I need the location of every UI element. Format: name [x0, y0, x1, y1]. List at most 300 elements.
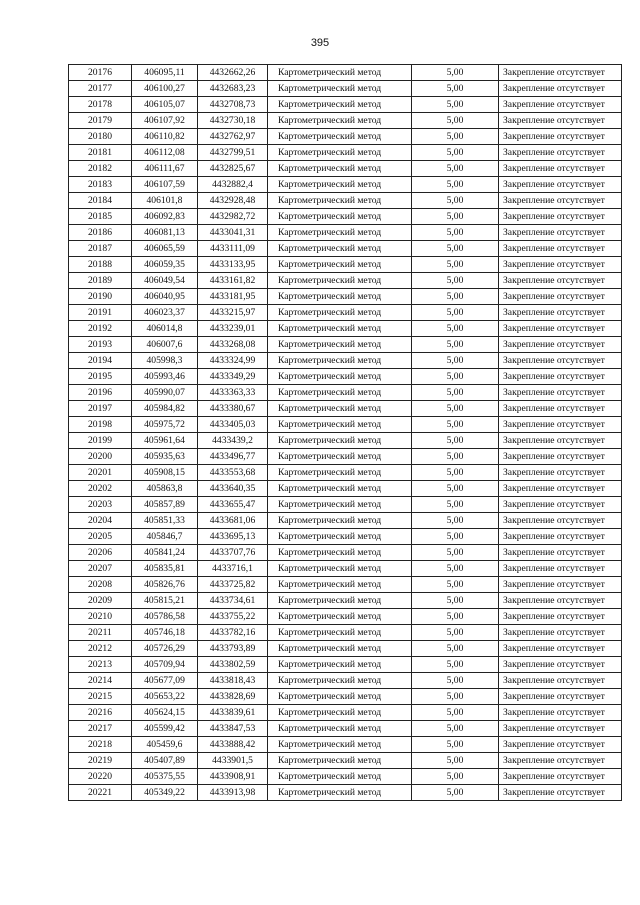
y-coordinate-cell: 4433734,61	[198, 593, 268, 609]
y-coordinate-cell: 4433755,22	[198, 609, 268, 625]
table-row	[69, 593, 622, 609]
table-row	[69, 209, 622, 225]
table-row	[69, 513, 622, 529]
y-coordinate-cell: 4433239,01	[198, 321, 268, 337]
y-coordinate-cell: 4433363,33	[198, 385, 268, 401]
fixation-cell: Закрепление отсутствует	[499, 545, 622, 561]
table-row	[69, 449, 622, 465]
x-coordinate-cell: 405653,22	[132, 689, 198, 705]
accuracy-cell: 5,00	[412, 145, 499, 161]
method-cell: Картометрический метод	[268, 657, 412, 673]
accuracy-cell: 5,00	[412, 513, 499, 529]
accuracy-cell: 5,00	[412, 305, 499, 321]
fixation-cell: Закрепление отсутствует	[499, 785, 622, 801]
table-row	[69, 689, 622, 705]
method-cell: Картометрический метод	[268, 257, 412, 273]
fixation-cell: Закрепление отсутствует	[499, 81, 622, 97]
y-coordinate-cell: 4433324,99	[198, 353, 268, 369]
method-cell: Картометрический метод	[268, 433, 412, 449]
fixation-cell: Закрепление отсутствует	[499, 337, 622, 353]
y-coordinate-cell: 4433405,03	[198, 417, 268, 433]
accuracy-cell: 5,00	[412, 273, 499, 289]
x-coordinate-cell: 405984,82	[132, 401, 198, 417]
x-coordinate-cell: 406095,11	[132, 65, 198, 81]
method-cell: Картометрический метод	[268, 737, 412, 753]
point-number-cell: 20189	[69, 273, 132, 289]
accuracy-cell: 5,00	[412, 385, 499, 401]
method-cell: Картометрический метод	[268, 785, 412, 801]
y-coordinate-cell: 4432708,73	[198, 97, 268, 113]
point-number-cell: 20209	[69, 593, 132, 609]
table-row	[69, 609, 622, 625]
fixation-cell: Закрепление отсутствует	[499, 369, 622, 385]
method-cell: Картометрический метод	[268, 689, 412, 705]
y-coordinate-cell: 4433161,82	[198, 273, 268, 289]
y-coordinate-cell: 4433553,68	[198, 465, 268, 481]
point-number-cell: 20208	[69, 577, 132, 593]
accuracy-cell: 5,00	[412, 625, 499, 641]
y-coordinate-cell: 4432730,18	[198, 113, 268, 129]
point-number-cell: 20180	[69, 129, 132, 145]
fixation-cell: Закрепление отсутствует	[499, 97, 622, 113]
table-row	[69, 161, 622, 177]
point-number-cell: 20198	[69, 417, 132, 433]
table-row	[69, 193, 622, 209]
point-number-cell: 20195	[69, 369, 132, 385]
table-row	[69, 337, 622, 353]
fixation-cell: Закрепление отсутствует	[499, 209, 622, 225]
point-number-cell: 20207	[69, 561, 132, 577]
method-cell: Картометрический метод	[268, 481, 412, 497]
accuracy-cell: 5,00	[412, 657, 499, 673]
point-number-cell: 20203	[69, 497, 132, 513]
table-row	[69, 289, 622, 305]
point-number-cell: 20188	[69, 257, 132, 273]
accuracy-cell: 5,00	[412, 369, 499, 385]
y-coordinate-cell: 4432882,4	[198, 177, 268, 193]
x-coordinate-cell: 405624,15	[132, 705, 198, 721]
page-number: 395	[310, 37, 330, 49]
y-coordinate-cell: 4433818,43	[198, 673, 268, 689]
table-row	[69, 273, 622, 289]
x-coordinate-cell: 405459,6	[132, 737, 198, 753]
point-number-cell: 20177	[69, 81, 132, 97]
fixation-cell: Закрепление отсутствует	[499, 593, 622, 609]
y-coordinate-cell: 4433496,77	[198, 449, 268, 465]
fixation-cell: Закрепление отсутствует	[499, 305, 622, 321]
table-row	[69, 545, 622, 561]
point-number-cell: 20185	[69, 209, 132, 225]
method-cell: Картометрический метод	[268, 497, 412, 513]
x-coordinate-cell: 405407,89	[132, 753, 198, 769]
accuracy-cell: 5,00	[412, 785, 499, 801]
point-number-cell: 20186	[69, 225, 132, 241]
accuracy-cell: 5,00	[412, 641, 499, 657]
fixation-cell: Закрепление отсутствует	[499, 433, 622, 449]
method-cell: Картометрический метод	[268, 273, 412, 289]
x-coordinate-cell: 406081,13	[132, 225, 198, 241]
fixation-cell: Закрепление отсутствует	[499, 657, 622, 673]
method-cell: Картометрический метод	[268, 753, 412, 769]
accuracy-cell: 5,00	[412, 209, 499, 225]
point-number-cell: 20214	[69, 673, 132, 689]
table-row	[69, 129, 622, 145]
x-coordinate-cell: 405846,7	[132, 529, 198, 545]
method-cell: Картометрический метод	[268, 369, 412, 385]
x-coordinate-cell: 405993,46	[132, 369, 198, 385]
fixation-cell: Закрепление отсутствует	[499, 721, 622, 737]
method-cell: Картометрический метод	[268, 177, 412, 193]
accuracy-cell: 5,00	[412, 193, 499, 209]
method-cell: Картометрический метод	[268, 593, 412, 609]
fixation-cell: Закрепление отсутствует	[499, 161, 622, 177]
method-cell: Картометрический метод	[268, 513, 412, 529]
point-number-cell: 20176	[69, 65, 132, 81]
table-row	[69, 481, 622, 497]
fixation-cell: Закрепление отсутствует	[499, 737, 622, 753]
point-number-cell: 20219	[69, 753, 132, 769]
accuracy-cell: 5,00	[412, 417, 499, 433]
fixation-cell: Закрепление отсутствует	[499, 689, 622, 705]
accuracy-cell: 5,00	[412, 737, 499, 753]
method-cell: Картометрический метод	[268, 385, 412, 401]
fixation-cell: Закрепление отсутствует	[499, 481, 622, 497]
table-row	[69, 433, 622, 449]
table-row	[69, 241, 622, 257]
fixation-cell: Закрепление отсутствует	[499, 625, 622, 641]
fixation-cell: Закрепление отсутствует	[499, 529, 622, 545]
method-cell: Картометрический метод	[268, 321, 412, 337]
method-cell: Картометрический метод	[268, 289, 412, 305]
method-cell: Картометрический метод	[268, 161, 412, 177]
method-cell: Картометрический метод	[268, 193, 412, 209]
y-coordinate-cell: 4433839,61	[198, 705, 268, 721]
fixation-cell: Закрепление отсутствует	[499, 417, 622, 433]
table-row	[69, 753, 622, 769]
x-coordinate-cell: 405935,63	[132, 449, 198, 465]
fixation-cell: Закрепление отсутствует	[499, 257, 622, 273]
point-number-cell: 20213	[69, 657, 132, 673]
table-row	[69, 577, 622, 593]
table-row	[69, 497, 622, 513]
accuracy-cell: 5,00	[412, 177, 499, 193]
method-cell: Картометрический метод	[268, 209, 412, 225]
fixation-cell: Закрепление отсутствует	[499, 673, 622, 689]
accuracy-cell: 5,00	[412, 65, 499, 81]
fixation-cell: Закрепление отсутствует	[499, 561, 622, 577]
point-number-cell: 20215	[69, 689, 132, 705]
point-number-cell: 20218	[69, 737, 132, 753]
fixation-cell: Закрепление отсутствует	[499, 177, 622, 193]
fixation-cell: Закрепление отсутствует	[499, 449, 622, 465]
x-coordinate-cell: 406014,8	[132, 321, 198, 337]
y-coordinate-cell: 4433111,09	[198, 241, 268, 257]
x-coordinate-cell: 405975,72	[132, 417, 198, 433]
y-coordinate-cell: 4433695,13	[198, 529, 268, 545]
point-number-cell: 20182	[69, 161, 132, 177]
fixation-cell: Закрепление отсутствует	[499, 129, 622, 145]
method-cell: Картометрический метод	[268, 545, 412, 561]
accuracy-cell: 5,00	[412, 721, 499, 737]
point-number-cell: 20221	[69, 785, 132, 801]
accuracy-cell: 5,00	[412, 689, 499, 705]
point-number-cell: 20197	[69, 401, 132, 417]
y-coordinate-cell: 4432928,48	[198, 193, 268, 209]
y-coordinate-cell: 4433681,06	[198, 513, 268, 529]
y-coordinate-cell: 4433655,47	[198, 497, 268, 513]
y-coordinate-cell: 4433828,69	[198, 689, 268, 705]
x-coordinate-cell: 405835,81	[132, 561, 198, 577]
method-cell: Картометрический метод	[268, 241, 412, 257]
point-number-cell: 20183	[69, 177, 132, 193]
table-row	[69, 225, 622, 241]
point-number-cell: 20190	[69, 289, 132, 305]
y-coordinate-cell: 4432799,51	[198, 145, 268, 161]
y-coordinate-cell: 4433707,76	[198, 545, 268, 561]
method-cell: Картометрический метод	[268, 673, 412, 689]
y-coordinate-cell: 4433901,5	[198, 753, 268, 769]
fixation-cell: Закрепление отсутствует	[499, 401, 622, 417]
table-row	[69, 145, 622, 161]
y-coordinate-cell: 4433181,95	[198, 289, 268, 305]
x-coordinate-cell: 406059,35	[132, 257, 198, 273]
method-cell: Картометрический метод	[268, 305, 412, 321]
point-number-cell: 20220	[69, 769, 132, 785]
accuracy-cell: 5,00	[412, 753, 499, 769]
point-number-cell: 20191	[69, 305, 132, 321]
method-cell: Картометрический метод	[268, 81, 412, 97]
method-cell: Картометрический метод	[268, 769, 412, 785]
table-row	[69, 705, 622, 721]
point-number-cell: 20212	[69, 641, 132, 657]
x-coordinate-cell: 405786,58	[132, 609, 198, 625]
x-coordinate-cell: 405349,22	[132, 785, 198, 801]
table-row	[69, 657, 622, 673]
x-coordinate-cell: 405746,18	[132, 625, 198, 641]
accuracy-cell: 5,00	[412, 401, 499, 417]
y-coordinate-cell: 4432662,26	[198, 65, 268, 81]
y-coordinate-cell: 4433041,31	[198, 225, 268, 241]
x-coordinate-cell: 406040,95	[132, 289, 198, 305]
accuracy-cell: 5,00	[412, 481, 499, 497]
fixation-cell: Закрепление отсутствует	[499, 465, 622, 481]
table-body	[69, 65, 622, 801]
accuracy-cell: 5,00	[412, 337, 499, 353]
table-row	[69, 721, 622, 737]
accuracy-cell: 5,00	[412, 353, 499, 369]
fixation-cell: Закрепление отсутствует	[499, 577, 622, 593]
accuracy-cell: 5,00	[412, 673, 499, 689]
method-cell: Картометрический метод	[268, 721, 412, 737]
x-coordinate-cell: 405599,42	[132, 721, 198, 737]
x-coordinate-cell: 406100,27	[132, 81, 198, 97]
table-row	[69, 529, 622, 545]
x-coordinate-cell: 405841,24	[132, 545, 198, 561]
table-row	[69, 417, 622, 433]
y-coordinate-cell: 4433268,08	[198, 337, 268, 353]
x-coordinate-cell: 405677,09	[132, 673, 198, 689]
accuracy-cell: 5,00	[412, 465, 499, 481]
x-coordinate-cell: 405375,55	[132, 769, 198, 785]
x-coordinate-cell: 406112,08	[132, 145, 198, 161]
method-cell: Картометрический метод	[268, 225, 412, 241]
method-cell: Картометрический метод	[268, 97, 412, 113]
accuracy-cell: 5,00	[412, 449, 499, 465]
accuracy-cell: 5,00	[412, 129, 499, 145]
point-number-cell: 20187	[69, 241, 132, 257]
accuracy-cell: 5,00	[412, 497, 499, 513]
y-coordinate-cell: 4432762,97	[198, 129, 268, 145]
fixation-cell: Закрепление отсутствует	[499, 193, 622, 209]
y-coordinate-cell: 4433793,89	[198, 641, 268, 657]
accuracy-cell: 5,00	[412, 705, 499, 721]
accuracy-cell: 5,00	[412, 529, 499, 545]
table-row	[69, 401, 622, 417]
table-row	[69, 81, 622, 97]
y-coordinate-cell: 4433782,16	[198, 625, 268, 641]
accuracy-cell: 5,00	[412, 561, 499, 577]
x-coordinate-cell: 406105,07	[132, 97, 198, 113]
accuracy-cell: 5,00	[412, 257, 499, 273]
table-row	[69, 177, 622, 193]
fixation-cell: Закрепление отсутствует	[499, 353, 622, 369]
table-row	[69, 625, 622, 641]
accuracy-cell: 5,00	[412, 97, 499, 113]
y-coordinate-cell: 4433888,42	[198, 737, 268, 753]
accuracy-cell: 5,00	[412, 321, 499, 337]
fixation-cell: Закрепление отсутствует	[499, 641, 622, 657]
x-coordinate-cell: 405726,29	[132, 641, 198, 657]
point-number-cell: 20202	[69, 481, 132, 497]
method-cell: Картометрический метод	[268, 145, 412, 161]
fixation-cell: Закрепление отсутствует	[499, 113, 622, 129]
x-coordinate-cell: 405851,33	[132, 513, 198, 529]
point-number-cell: 20193	[69, 337, 132, 353]
point-number-cell: 20181	[69, 145, 132, 161]
point-number-cell: 20205	[69, 529, 132, 545]
fixation-cell: Закрепление отсутствует	[499, 145, 622, 161]
fixation-cell: Закрепление отсутствует	[499, 225, 622, 241]
y-coordinate-cell: 4433439,2	[198, 433, 268, 449]
y-coordinate-cell: 4433725,82	[198, 577, 268, 593]
fixation-cell: Закрепление отсутствует	[499, 497, 622, 513]
point-number-cell: 20216	[69, 705, 132, 721]
y-coordinate-cell: 4433133,95	[198, 257, 268, 273]
accuracy-cell: 5,00	[412, 769, 499, 785]
fixation-cell: Закрепление отсутствует	[499, 65, 622, 81]
table-row	[69, 561, 622, 577]
x-coordinate-cell: 405908,15	[132, 465, 198, 481]
accuracy-cell: 5,00	[412, 81, 499, 97]
table-row	[69, 673, 622, 689]
fixation-cell: Закрепление отсутствует	[499, 241, 622, 257]
point-number-cell: 20179	[69, 113, 132, 129]
x-coordinate-cell: 406111,67	[132, 161, 198, 177]
y-coordinate-cell: 4433640,35	[198, 481, 268, 497]
fixation-cell: Закрепление отсутствует	[499, 513, 622, 529]
method-cell: Картометрический метод	[268, 625, 412, 641]
fixation-cell: Закрепление отсутствует	[499, 705, 622, 721]
x-coordinate-cell: 405709,94	[132, 657, 198, 673]
x-coordinate-cell: 405815,21	[132, 593, 198, 609]
point-number-cell: 20210	[69, 609, 132, 625]
x-coordinate-cell: 406092,83	[132, 209, 198, 225]
x-coordinate-cell: 405961,64	[132, 433, 198, 449]
method-cell: Картометрический метод	[268, 609, 412, 625]
y-coordinate-cell: 4433908,91	[198, 769, 268, 785]
method-cell: Картометрический метод	[268, 401, 412, 417]
x-coordinate-cell: 406107,92	[132, 113, 198, 129]
x-coordinate-cell: 406110,82	[132, 129, 198, 145]
accuracy-cell: 5,00	[412, 113, 499, 129]
table-row	[69, 465, 622, 481]
y-coordinate-cell: 4432825,67	[198, 161, 268, 177]
accuracy-cell: 5,00	[412, 593, 499, 609]
y-coordinate-cell: 4433802,59	[198, 657, 268, 673]
point-number-cell: 20178	[69, 97, 132, 113]
point-number-cell: 20196	[69, 385, 132, 401]
accuracy-cell: 5,00	[412, 609, 499, 625]
table-row	[69, 785, 622, 801]
x-coordinate-cell: 406065,59	[132, 241, 198, 257]
point-number-cell: 20184	[69, 193, 132, 209]
point-number-cell: 20206	[69, 545, 132, 561]
y-coordinate-cell: 4433716,1	[198, 561, 268, 577]
accuracy-cell: 5,00	[412, 545, 499, 561]
table-row	[69, 257, 622, 273]
accuracy-cell: 5,00	[412, 577, 499, 593]
y-coordinate-cell: 4433913,98	[198, 785, 268, 801]
point-number-cell: 20194	[69, 353, 132, 369]
x-coordinate-cell: 405826,76	[132, 577, 198, 593]
point-number-cell: 20199	[69, 433, 132, 449]
method-cell: Картометрический метод	[268, 561, 412, 577]
fixation-cell: Закрепление отсутствует	[499, 385, 622, 401]
x-coordinate-cell: 406007,6	[132, 337, 198, 353]
x-coordinate-cell: 406107,59	[132, 177, 198, 193]
point-number-cell: 20204	[69, 513, 132, 529]
table-row	[69, 769, 622, 785]
table-row	[69, 65, 622, 81]
y-coordinate-cell: 4433380,67	[198, 401, 268, 417]
table-row	[69, 97, 622, 113]
fixation-cell: Закрепление отсутствует	[499, 273, 622, 289]
accuracy-cell: 5,00	[412, 289, 499, 305]
accuracy-cell: 5,00	[412, 241, 499, 257]
x-coordinate-cell: 406023,37	[132, 305, 198, 321]
y-coordinate-cell: 4432982,72	[198, 209, 268, 225]
point-number-cell: 20217	[69, 721, 132, 737]
method-cell: Картометрический метод	[268, 113, 412, 129]
table-row	[69, 385, 622, 401]
y-coordinate-cell: 4433847,53	[198, 721, 268, 737]
fixation-cell: Закрепление отсутствует	[499, 289, 622, 305]
method-cell: Картометрический метод	[268, 577, 412, 593]
point-number-cell: 20201	[69, 465, 132, 481]
fixation-cell: Закрепление отсутствует	[499, 321, 622, 337]
table-row	[69, 353, 622, 369]
point-number-cell: 20200	[69, 449, 132, 465]
y-coordinate-cell: 4433215,97	[198, 305, 268, 321]
method-cell: Картометрический метод	[268, 449, 412, 465]
table-row	[69, 369, 622, 385]
fixation-cell: Закрепление отсутствует	[499, 769, 622, 785]
method-cell: Картометрический метод	[268, 129, 412, 145]
method-cell: Картометрический метод	[268, 353, 412, 369]
point-number-cell: 20211	[69, 625, 132, 641]
method-cell: Картометрический метод	[268, 641, 412, 657]
point-number-cell: 20192	[69, 321, 132, 337]
